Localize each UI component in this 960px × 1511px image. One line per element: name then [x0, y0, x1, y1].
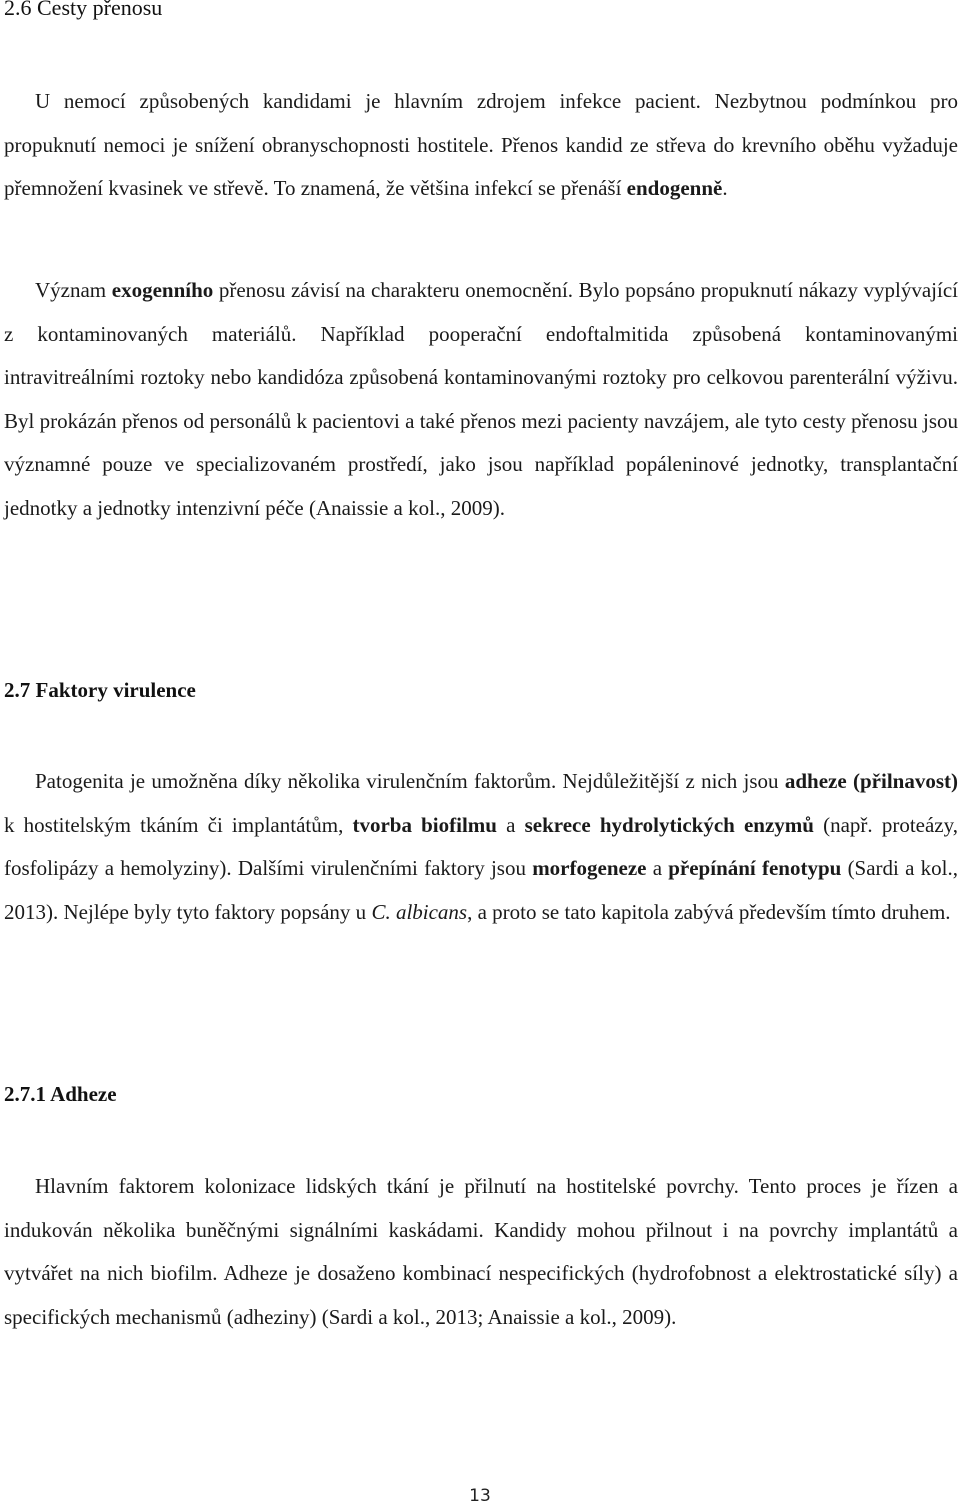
paragraph-exogenous-transmission: [4, 269, 958, 531]
text-run: (Sardi a kol., 2013). Nejlépe byly tyto faktory popsány u: [4, 856, 958, 924]
text-run: .: [722, 176, 728, 201]
text-run-bold: endogenně: [626, 176, 723, 201]
text-run-bold: přepínání fenotypu: [668, 856, 842, 881]
paragraph-virulence-factors: [4, 760, 958, 934]
paragraph-transmission-source: [4, 80, 958, 211]
text-run-bold: adheze (přilnavost): [784, 769, 958, 793]
paragraph-adhesion: [4, 1165, 958, 1339]
text-run-bold: sekrece hydrolytických enzymů: [524, 812, 814, 837]
text-run: Patogenita je umožněna díky několika virulenčním faktorům. Nejdůležitější z nich jsou: [35, 769, 785, 793]
section-heading-cesty-prenosu: 2.6 Cesty přenosu: [4, 0, 163, 20]
text-run: Význam: [35, 278, 112, 302]
text-run-bold: exogenního: [111, 278, 214, 302]
text-run: přenosu závisí na charakteru onemocnění. Bylo popsáno propuknutí nákazy vyplývající z kontaminovaných materiálů. Například pooperační endoftalmitida způsobená kontaminovanými intravitreálními roztoky nebo kandidóza způsobená kontaminovanými roztoky pro celkovou parenterální výživu. Byl prokázán přenos od personálů k pacientovi a také přenos mezi pacienty navzájem, ale tyto cesty přenosu jsou významné pouze ve specializovaném prostředí, jako jsou například popáleninové jednotky, transplantační jednotky a jednotky intenzivní péče (Anaissie a kol., 2009).: [4, 278, 958, 520]
section-heading-faktory-virulence: 2.7 Faktory virulence: [4, 678, 196, 702]
text-run: a: [496, 812, 525, 837]
text-run-bold: tvorba biofilmu: [352, 812, 497, 837]
text-run-italic: C. albicans: [371, 899, 468, 924]
text-run: a: [646, 856, 669, 881]
text-run: (např. proteázy, fosfolipázy a hemolyziny). Dalšími virulenčními faktory jsou: [4, 812, 959, 881]
subsection-heading-adheze: 2.7.1 Adheze: [4, 1082, 117, 1106]
text-run-bold: morfogeneze: [532, 856, 647, 881]
text-run: U nemocí způsobených kandidami je hlavním zdrojem infekce pacient. Nezbytnou podmínkou pro propuknutí nemoci je snížení obranyschopnosti hostitele. Přenos kandid ze střeva do krevního oběhu vyžaduje přemnožení kvasinek ve střevě. To znamená, že většina infekcí se přenáší: [4, 89, 958, 201]
page-number: 13: [469, 1486, 491, 1506]
text-run: , a proto se tato kapitola zabývá především tímto druhem.: [467, 899, 951, 924]
text-run: k hostitelským tkáním či implantátům,: [4, 812, 353, 837]
text-run: Hlavním faktorem kolonizace lidských tkání je přilnutí na hostitelské povrchy. Tento proces je řízen a indukován několika buněčnými signálními kaskádami. Kandidy mohou přilnout i na povrchy implantátů a vytvářet na nich biofilm. Adheze je dosaženo kombinací nespecifických (hydrofobnost a elektrostatické síly) a specifických mechanismů (adheziny) (Sardi a kol., 2013; Anaissie a kol., 2009).: [4, 1174, 958, 1329]
